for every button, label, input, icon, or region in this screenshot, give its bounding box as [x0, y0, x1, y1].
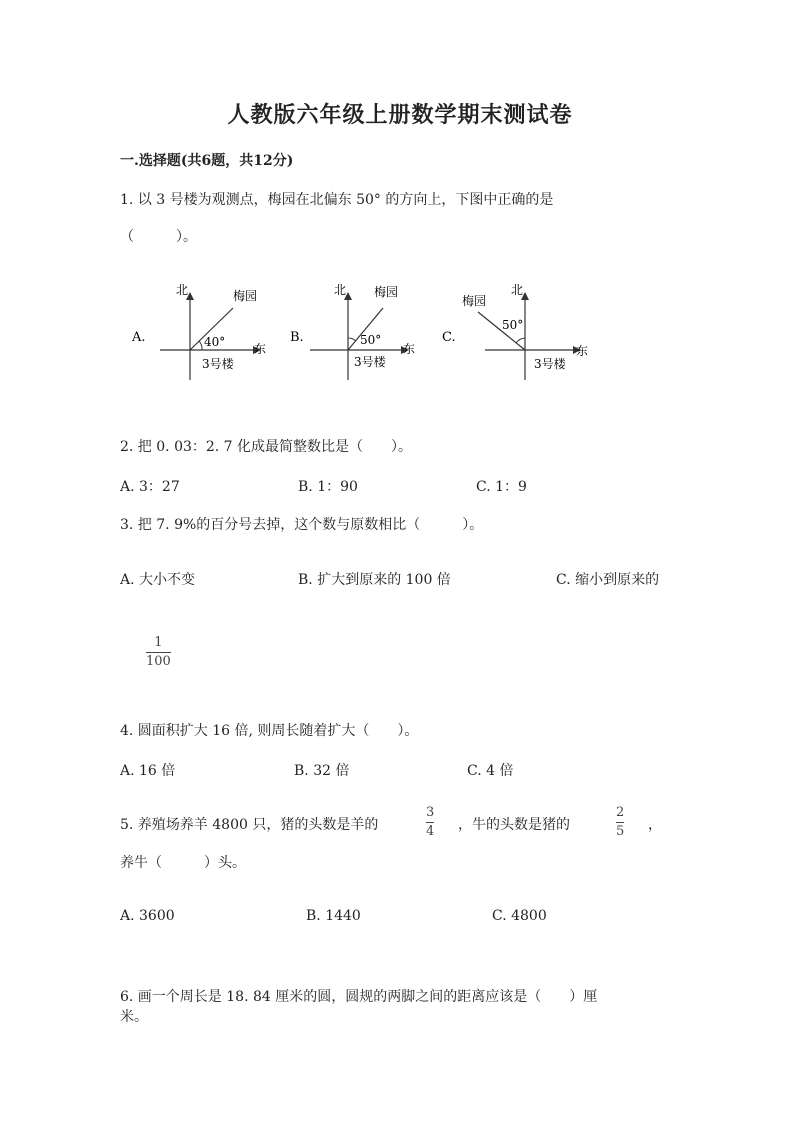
- figure-b: [288, 280, 428, 394]
- figure-b-label: B.: [290, 330, 304, 345]
- figure-a-angle: 40°: [204, 335, 226, 349]
- figure-b-north: 北: [333, 283, 346, 297]
- figure-c: [440, 280, 600, 394]
- figure-a-east: 东: [254, 342, 267, 356]
- figure-a-north: 北: [175, 283, 188, 297]
- question-2-option-a: A. 3：27: [120, 479, 180, 495]
- question-1-text: 1. 以 3 号楼为观测点，梅园在北偏东 50° 的方向上，下图中正确的是: [120, 192, 554, 208]
- question-5-text-c: ，: [648, 817, 662, 833]
- question-5-text-b: ，牛的头数是猪的: [458, 817, 570, 833]
- figure-c-building: 3号楼: [534, 357, 566, 371]
- figure-c-label: C.: [442, 330, 456, 345]
- figure-a: [130, 280, 270, 394]
- question-1-blank: （ ）。: [120, 229, 197, 245]
- question-3-fraction: [146, 636, 171, 670]
- question-3-option-b: B. 扩大到原来的 100 倍: [298, 572, 451, 588]
- question-4-text: 4. 圆面积扩大 16 倍, 则周长随着扩大（ ）。: [120, 723, 419, 739]
- figure-c-angle: 50°: [502, 318, 524, 332]
- question-5-fraction-2: [616, 806, 624, 840]
- question-2-option-b: B. 1：90: [298, 479, 358, 495]
- question-5-text-a: 5. 养殖场养羊 4800 只，猪的头数是羊的: [120, 817, 379, 833]
- question-6-line-1: 6. 画一个周长是 18. 84 厘米的圆，圆规的两脚之间的距离应该是（ ）厘: [120, 989, 598, 1005]
- question-3-fraction-numerator: 1: [154, 635, 163, 650]
- question-5-option-b: B. 1440: [306, 908, 361, 924]
- question-3-text: 3. 把 7. 9%的百分号去掉，这个数与原数相比（ ）。: [120, 517, 484, 533]
- question-5-fraction-1-denominator: 4: [426, 824, 435, 840]
- question-3-option-a: A. 大小不变: [120, 572, 196, 588]
- question-3-option-c: C. 缩小到原来的: [556, 572, 660, 588]
- question-5-option-a: A. 3600: [120, 908, 175, 924]
- figure-a-building: 3号楼: [202, 357, 234, 371]
- figure-c-north: 北: [510, 283, 523, 297]
- figure-a-label: A.: [132, 330, 146, 345]
- question-5-fraction-1-numerator: 3: [426, 805, 435, 820]
- figure-c-east: 东: [576, 344, 589, 358]
- question-2-option-c: C. 1：9: [476, 479, 527, 495]
- question-5-fraction-2-denominator: 5: [616, 824, 625, 840]
- figure-a-garden: 梅园: [233, 289, 258, 303]
- question-2-text: 2. 把 0. 03：2. 7 化成最简整数比是（ ）。: [120, 439, 413, 455]
- question-4-option-a: A. 16 倍: [120, 763, 176, 779]
- question-5-option-c: C. 4800: [492, 908, 547, 924]
- figure-b-building: 3号楼: [354, 355, 386, 369]
- figure-c-garden: 梅园: [462, 294, 487, 308]
- section-heading: 一.选择题(共6题，共12分): [120, 153, 294, 169]
- question-5-fraction-2-numerator: 2: [616, 805, 625, 820]
- question-3-fraction-denominator: 100: [146, 654, 171, 670]
- figure-b-angle: 50°: [360, 333, 382, 347]
- figure-b-garden: 梅园: [374, 285, 399, 299]
- question-5-line-2: 养牛（ ）头。: [120, 855, 246, 871]
- question-5-fraction-1: [426, 806, 434, 840]
- figure-b-east: 东: [403, 342, 416, 356]
- question-6-line-2: 米。: [120, 1009, 148, 1025]
- page-title: 人教版六年级上册数学期末测试卷: [227, 102, 573, 128]
- question-4-option-b: B. 32 倍: [294, 763, 350, 779]
- question-4-option-c: C. 4 倍: [467, 763, 514, 779]
